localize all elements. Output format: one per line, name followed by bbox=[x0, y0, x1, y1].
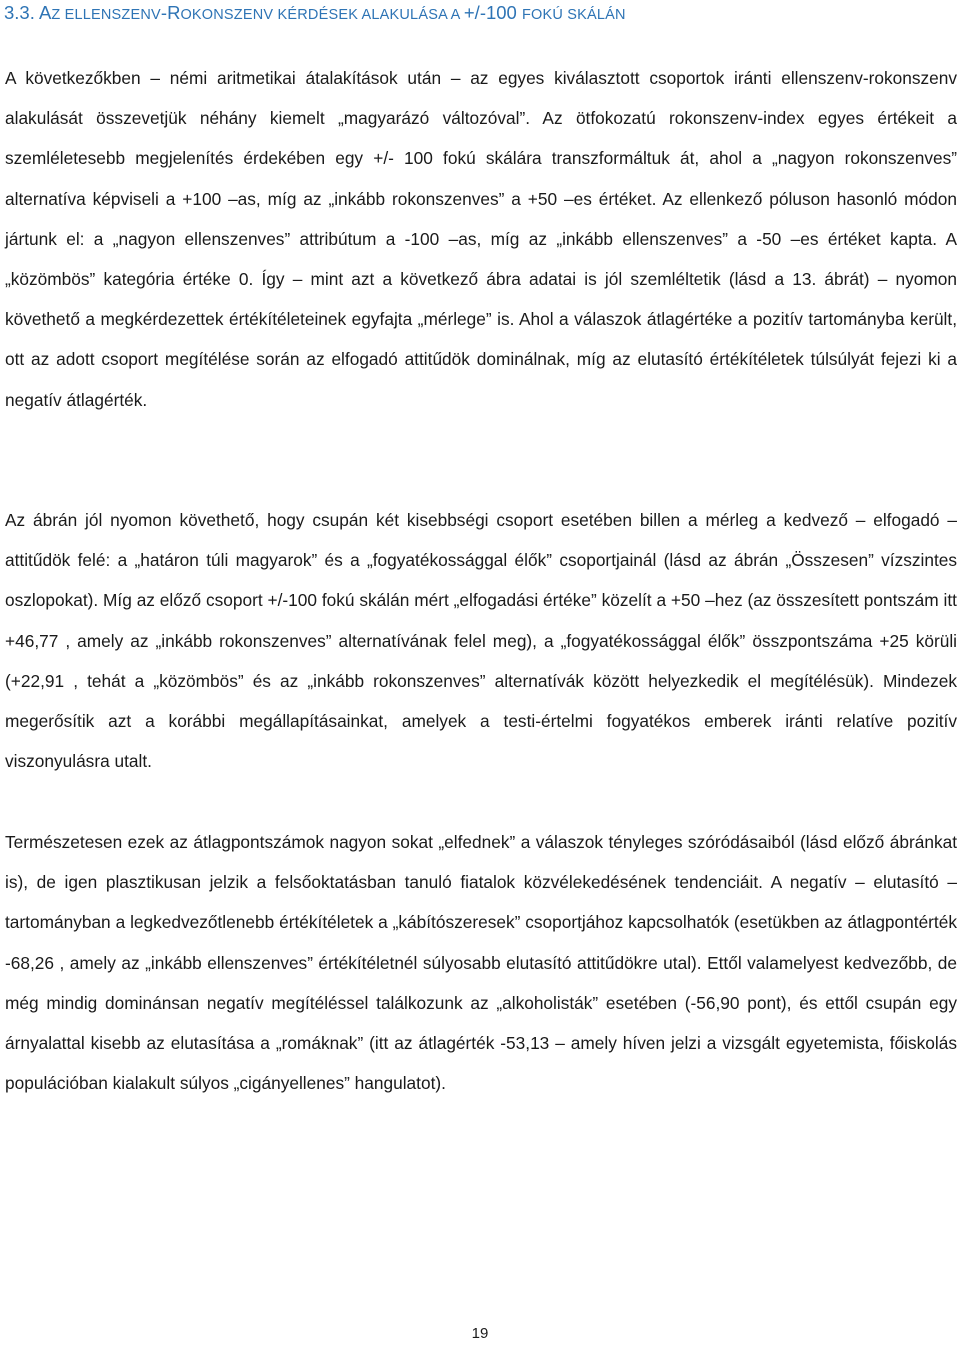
section-number: 3.3. bbox=[4, 2, 35, 23]
heading-part-2: -R bbox=[160, 2, 181, 23]
heading-part-5: FOKÚ SKÁLÁN bbox=[522, 7, 626, 23]
paragraph-2: Az ábrán jól nyomon követhető, hogy csupán két kisebbségi csoport esetében billen a mérleg a kedvező – elfogadó – attitűdök felé: a „határon túli magyarok” és a „fogyatékossággal élők” csoportjainál (lásd az ábrán „Összesen” vízszintes oszlopokat). Míg az előző csoport +/-100 fokú skálán mért „elfogadási értéke” közelít a +50 –hez (az összesített pontszám itt +46,77 , amely az „inkább rokonszenves” alternatívának felel meg), a „fogyatékossággal élők” összpontszáma +25 körüli (+22,91 , tehát a „közömbös” és az „inkább rokonszenves” alternatívák között helyezkedik el megítélésük). Mindezek megerősítik azt a korábbi megállapításainkat, amelyek a testi-értelmi fogyatékos emberek iránti relatíve pozitív viszonyulásra utalt. bbox=[5, 510, 957, 772]
paragraph-1: A következőkben – némi aritmetikai átalakítások után – az egyes kiválasztott csoportok iránti ellenszenv-rokonszenv alakulását összevetjük néhány kiemelt „magyarázó változóval”. Az ötfokozatú rokonszenv-index egyes értékeit a szemléletesebb megjelenítés érdekében egy +/- 100 fokú skálára transzformáltuk át, ahol a „nagyon rokonszenves” alternatíva képviseli a +100 –as, míg az „inkább rokonszenves” a +50 –es értéket. Az ellenkező póluson hasonló módon jártunk el: a „nagyon ellenszenves” attribútum a -100 –as, míg az „inkább ellenszenves” a -50 –es értéket kapta. A „közömbös” kategória értéke 0. Így – mint azt a következő ábra adatai is jól szemléltetik (lásd a 13. ábrát) – nyomon követhető a megkérdezettek értékítéleteinek egyfajta „mérlege” is. Ahol a válaszok átlagértéke a pozitív tartományba került, ott az adott csoport megítélése során az elfogadó attitűdök dominálnak, míg az elutasító értékítéletek túlsúlyát fejezi ki a negatív átlagérték. bbox=[5, 68, 957, 410]
heading-part-3: OKONSZENV KÉRDÉSEK ALAKULÁSA A bbox=[180, 7, 464, 23]
section-heading bbox=[4, 0, 944, 26]
paragraph-3: Természetesen ezek az átlagpontszámok nagyon sokat „elfednek” a válaszok tényleges szóródásaiból (lásd előző ábránkat is), de igen plasztikusan jelzik a felsőoktatásban tanuló fiatalok közvélekedésének tendenciáit. A negatív – elutasító – tartományban a legkedvezőtlenebb értékítéletek a „kábítószeresek” csoportjához kapcsolhatók (esetükben az átlagpontérték -68,26 , amely az „inkább ellenszenves” értékítéletnél súlyosabb elutasító attitűdökre utal). Ettől valamelyest kedvezőbb, de még mindig dominánsan negatív megítéléssel találkozunk az „alkoholisták” esetében (-56,90 pont), és ettől csupán egy árnyalattal kisebb az elutasítása a „romáknak” (itt az átlagérték -53,13 – amely híven jelzi a vizsgált egyetemista, főiskolás populációban kialakult súlyos „cigányellenes” hangulatot). bbox=[5, 832, 957, 1094]
page-number: 19 bbox=[471, 1325, 489, 1342]
heading-initial: A bbox=[38, 2, 52, 23]
heading-part-4: +/-100 bbox=[463, 2, 522, 23]
heading-part-1: Z ELLENSZENV bbox=[51, 7, 161, 23]
